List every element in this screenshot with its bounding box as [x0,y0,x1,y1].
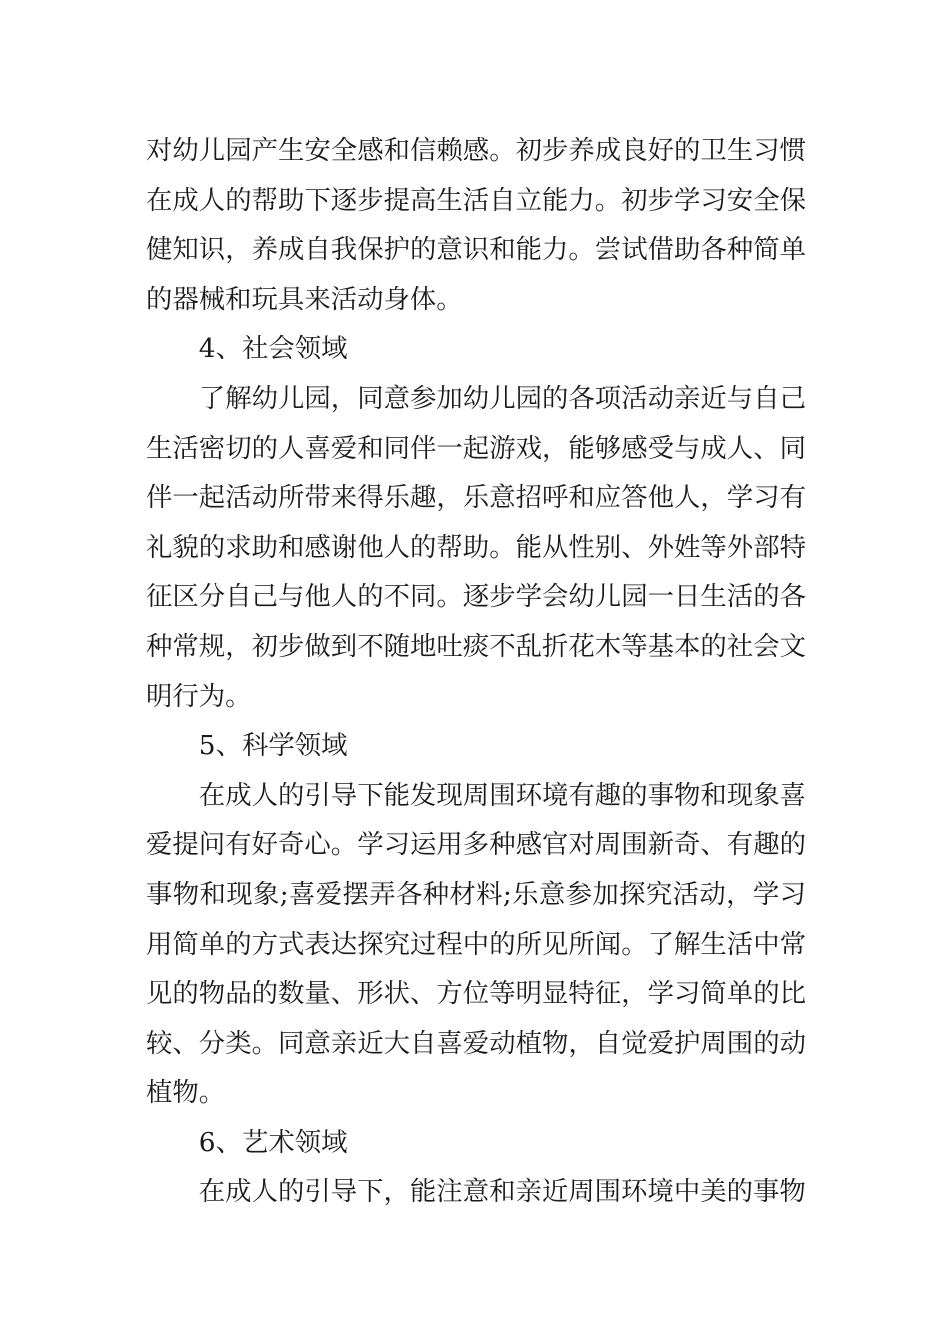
paragraph-social: 了解幼儿园，同意参加幼儿园的各项活动亲近与自己生活密切的人喜爱和同伴一起游戏，能够感受与成人、同伴一起活动所带来得乐趣，乐意招呼和应答他人，学习有礼貌的求助和感谢他人的帮助。能从性别、外姓等外部特征区分自己与他人的不同。逐步学会幼儿园一日生活的各种常规，初步做到不随地吐痰不乱折花木等基本的社会文明行为。 [146,382,806,712]
paragraph-art: 在成人的引导下，能注意和亲近周围环境中美的事物 [198,1176,806,1208]
section-heading-social: 4、社会领域 [198,333,348,365]
document-body [146,126,806,1217]
paragraph-continued: 对幼儿园产生安全感和信赖感。初步养成良好的卫生习惯在成人的帮助下逐步提高生活自立能力。初步学习安全保健知识，养成自我保护的意识和能力。尝试借助各种简单的器械和玩具来活动身体。 [146,135,806,315]
paragraph-science: 在成人的引导下能发现周围环境有趣的事物和现象喜爱提问有好奇心。学习运用多种感官对周围新奇、有趣的事物和现象;喜爱摆弄各种材料;乐意参加探究活动，学习用简单的方式表达探究过程中的所见所闻。了解生活中常见的物品的数量、形状、方位等明显特征，学习简单的比较、分类。同意亲近大自喜爱动植物，自觉爱护周围的动植物。 [146,779,806,1109]
section-heading-art: 6、艺术领域 [198,1126,348,1158]
section-heading-science: 5、科学领域 [198,730,348,762]
